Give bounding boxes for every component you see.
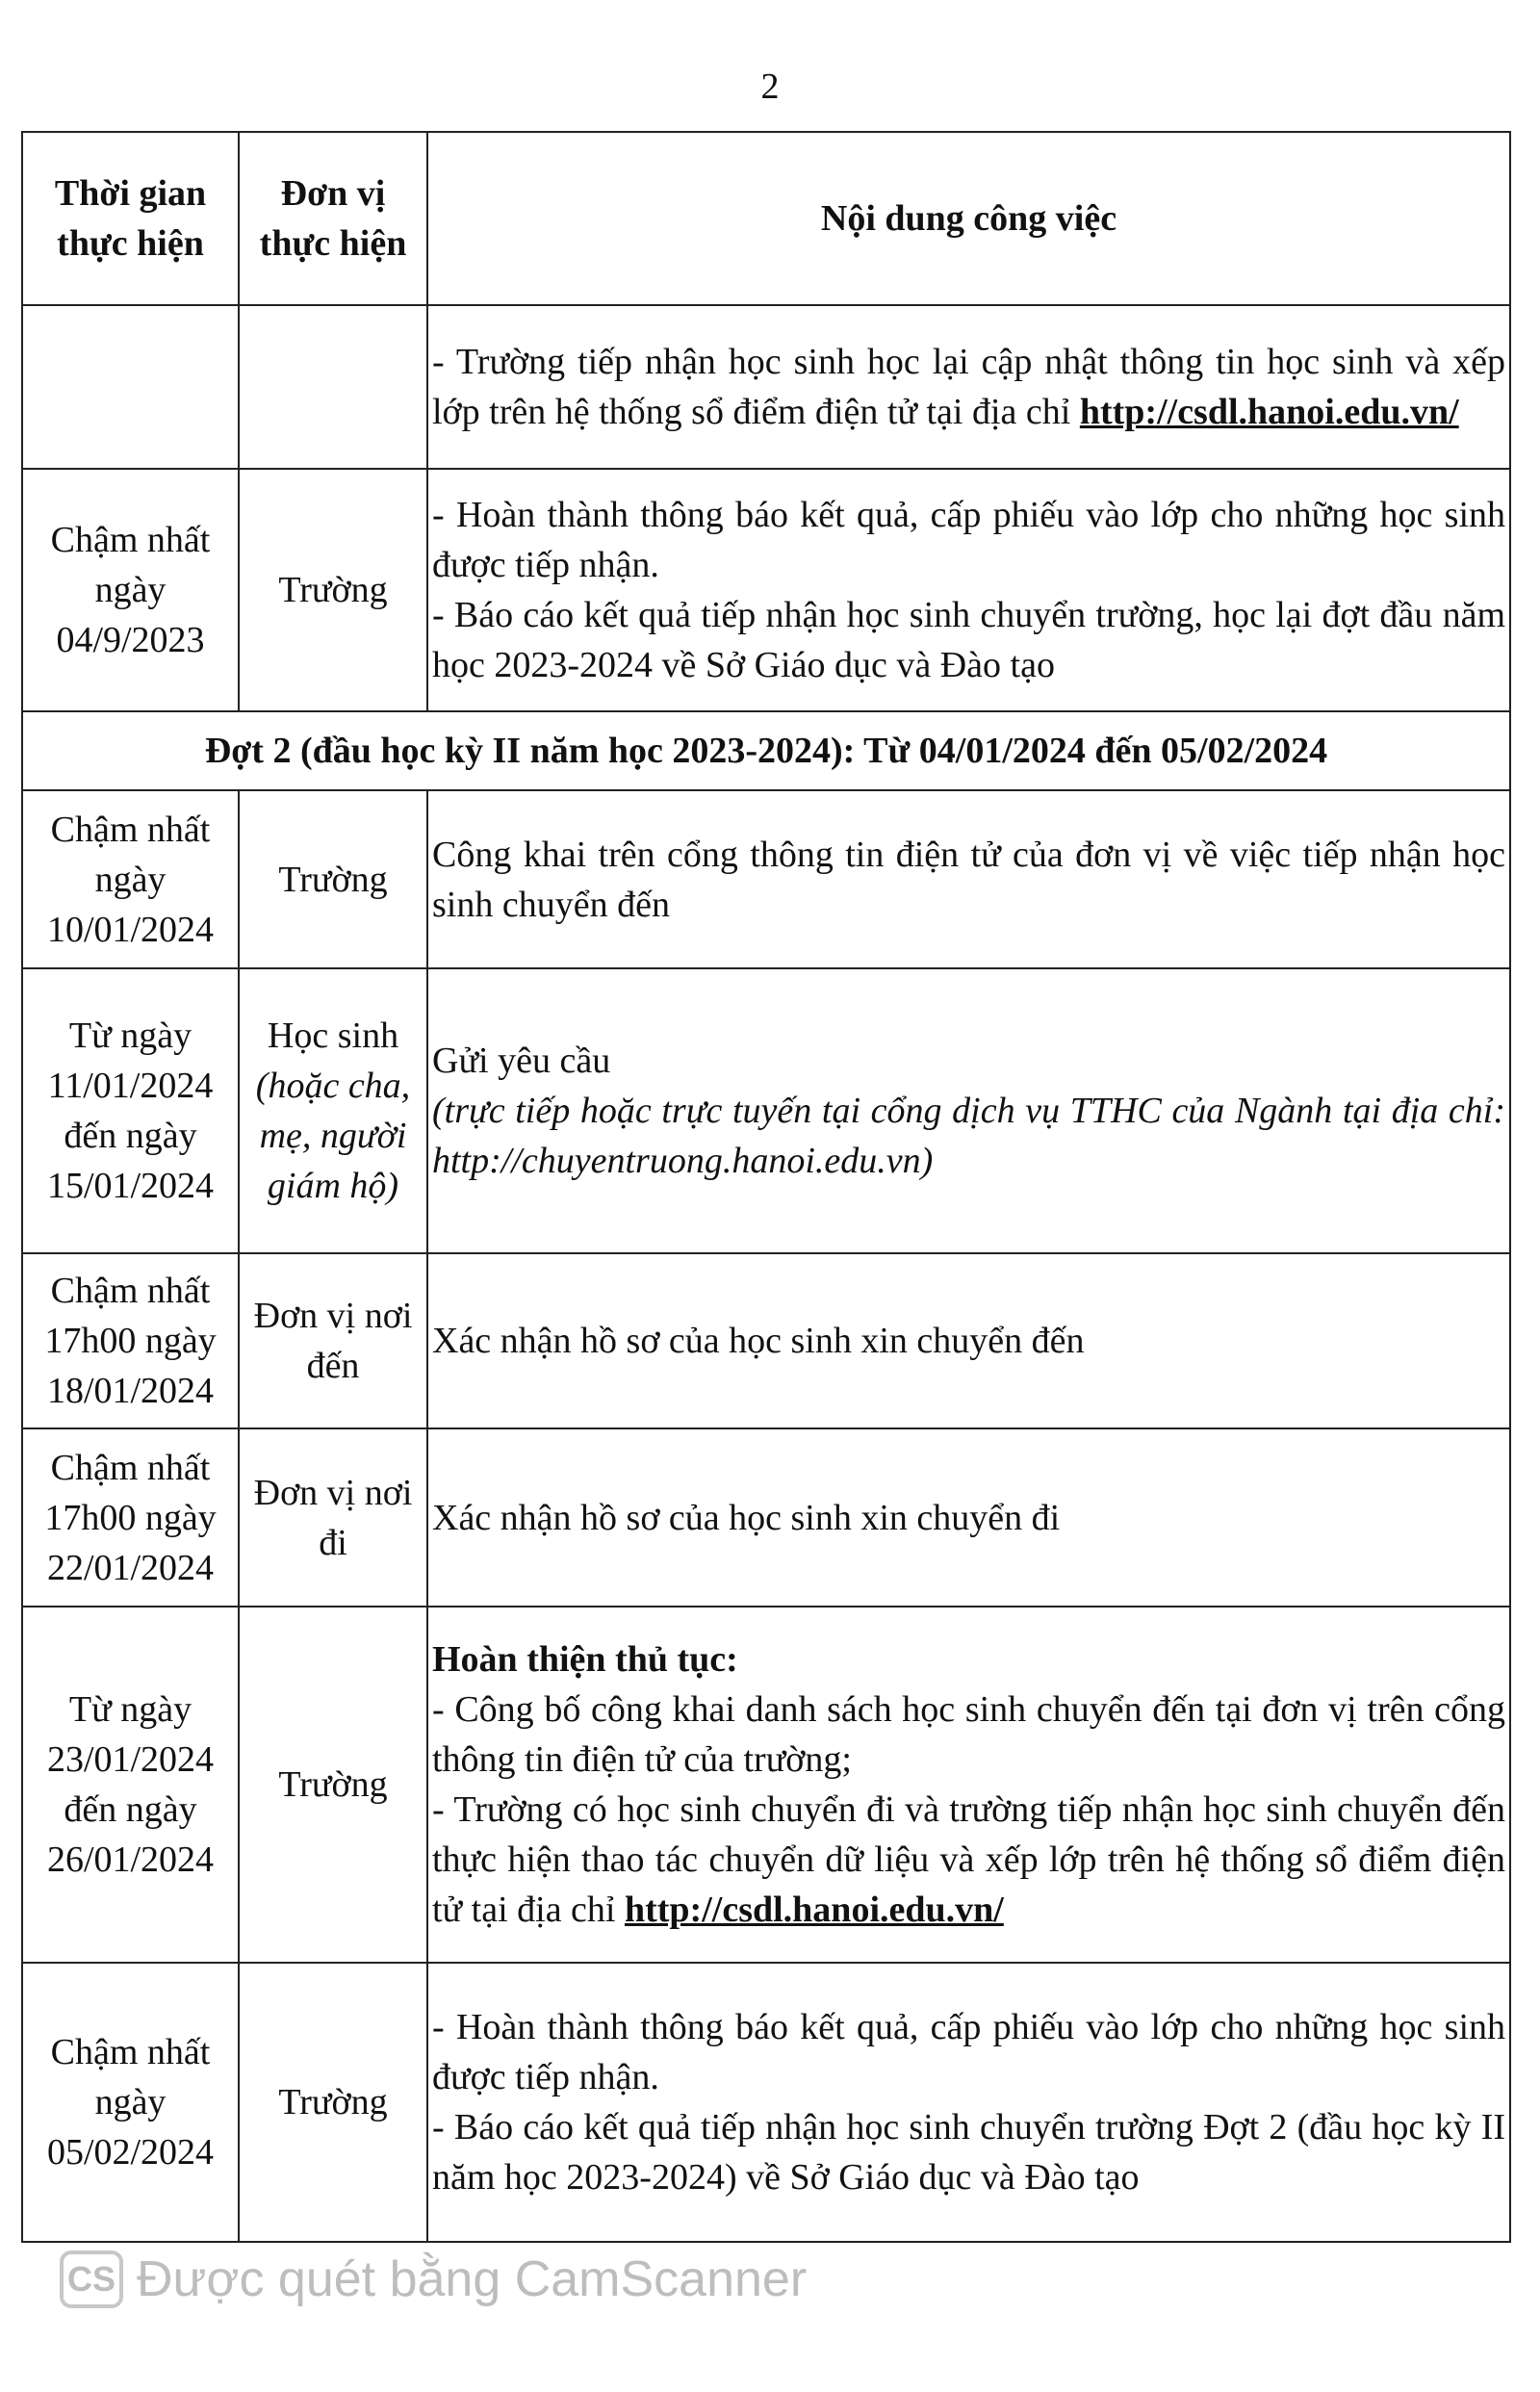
row-unit: Trường	[239, 469, 427, 711]
row-content-item-text: - Trường có học sinh chuyển đi và trường tiếp nhận học sinh chuyển đến thực hiện thao tác chuyển dữ liệu và xếp lớp trên hệ thống sổ điểm điện tử tại địa chỉ	[432, 1789, 1505, 1930]
row-unit: Đơn vị nơi đến	[239, 1253, 427, 1428]
schedule-table	[21, 131, 1511, 2243]
row-time	[22, 305, 239, 469]
row-time: Chậm nhất ngày 05/02/2024	[22, 1963, 239, 2242]
row-time: Chậm nhất 17h00 ngày 22/01/2024	[22, 1428, 239, 1607]
row-time: Từ ngày 23/01/2024 đến ngày 26/01/2024	[22, 1607, 239, 1963]
row-unit	[239, 305, 427, 469]
table-row	[22, 1253, 1510, 1428]
row-content	[427, 968, 1510, 1253]
row-unit: Trường	[239, 1607, 427, 1963]
phase-row	[22, 711, 1510, 790]
row-content-item: - Công bố công khai danh sách học sinh chuyển đến tại đơn vị trên cổng thông tin điện tử của trường;	[432, 1689, 1505, 1780]
page-number: 2	[760, 66, 780, 107]
row-content	[427, 305, 1510, 469]
row-content: Công khai trên cổng thông tin điện tử của đơn vị về việc tiếp nhận học sinh chuyển đến	[427, 790, 1510, 968]
row-unit	[239, 968, 427, 1253]
row-time: Chậm nhất ngày 10/01/2024	[22, 790, 239, 968]
row-content-text: - Trường tiếp nhận học sinh học lại cập nhật thông tin học sinh và xếp lớp trên hệ thống sổ điểm điện tử tại địa chỉ	[432, 342, 1505, 432]
row-time: Chậm nhất ngày 04/9/2023	[22, 469, 239, 711]
table-row	[22, 1963, 1510, 2242]
row-content-item: - Hoàn thành thông báo kết quả, cấp phiếu vào lớp cho những học sinh được tiếp nhận.	[432, 495, 1505, 585]
row-content	[427, 1963, 1510, 2242]
table-row	[22, 1428, 1510, 1607]
row-unit: Đơn vị nơi đi	[239, 1428, 427, 1607]
row-content-main: Gửi yêu cầu	[432, 1041, 611, 1081]
header-content: Nội dung công việc	[427, 132, 1510, 305]
camscanner-watermark	[60, 2251, 807, 2308]
row-content-item	[432, 1785, 1505, 1935]
camscanner-logo-icon: CS	[60, 2251, 123, 2308]
row-content-item: - Hoàn thành thông báo kết quả, cấp phiếu vào lớp cho những học sinh được tiếp nhận.	[432, 2007, 1505, 2097]
watermark-text: Được quét bằng CamScanner	[137, 2251, 808, 2307]
row-content: Xác nhận hồ sơ của học sinh xin chuyển đi	[427, 1428, 1510, 1607]
table-row	[22, 469, 1510, 711]
row-unit-main: Học sinh	[267, 1016, 399, 1056]
table-row	[22, 968, 1510, 1253]
row-time: Từ ngày 11/01/2024 đến ngày 15/01/2024	[22, 968, 239, 1253]
table-row	[22, 1607, 1510, 1963]
row-unit: Trường	[239, 790, 427, 968]
table-row	[22, 790, 1510, 968]
csdl-link[interactable]: http://csdl.hanoi.edu.vn/	[624, 1890, 1004, 1930]
row-content-item: - Báo cáo kết quả tiếp nhận học sinh chuyển trường, học lại đợt đầu năm học 2023-2024 về Sở Giáo dục và Đào tạo	[432, 595, 1505, 685]
phase-heading: Đợt 2 (đầu học kỳ II năm học 2023-2024): Từ 04/01/2024 đến 05/02/2024	[22, 711, 1510, 790]
table-header-row	[22, 132, 1510, 305]
row-content	[427, 469, 1510, 711]
header-time: Thời gian thực hiện	[22, 132, 239, 305]
row-content-title: Hoàn thiện thủ tục:	[432, 1639, 738, 1680]
table-row	[22, 305, 1510, 469]
row-content: Xác nhận hồ sơ của học sinh xin chuyển đến	[427, 1253, 1510, 1428]
row-content	[427, 1607, 1510, 1963]
csdl-link[interactable]: http://csdl.hanoi.edu.vn/	[1079, 392, 1459, 432]
row-content-note: (trực tiếp hoặc trực tuyến tại cổng dịch vụ TTHC của Ngành tại địa chỉ: http://chuyentruong.hanoi.edu.vn)	[432, 1091, 1505, 1181]
header-unit: Đơn vị thực hiện	[239, 132, 427, 305]
row-unit: Trường	[239, 1963, 427, 2242]
row-unit-note: (hoặc cha, mẹ, người giám hộ)	[255, 1066, 411, 1206]
row-content-item: - Báo cáo kết quả tiếp nhận học sinh chuyển trường Đợt 2 (đầu học kỳ II năm học 2023-2024) về Sở Giáo dục và Đào tạo	[432, 2107, 1505, 2198]
row-time: Chậm nhất 17h00 ngày 18/01/2024	[22, 1253, 239, 1428]
